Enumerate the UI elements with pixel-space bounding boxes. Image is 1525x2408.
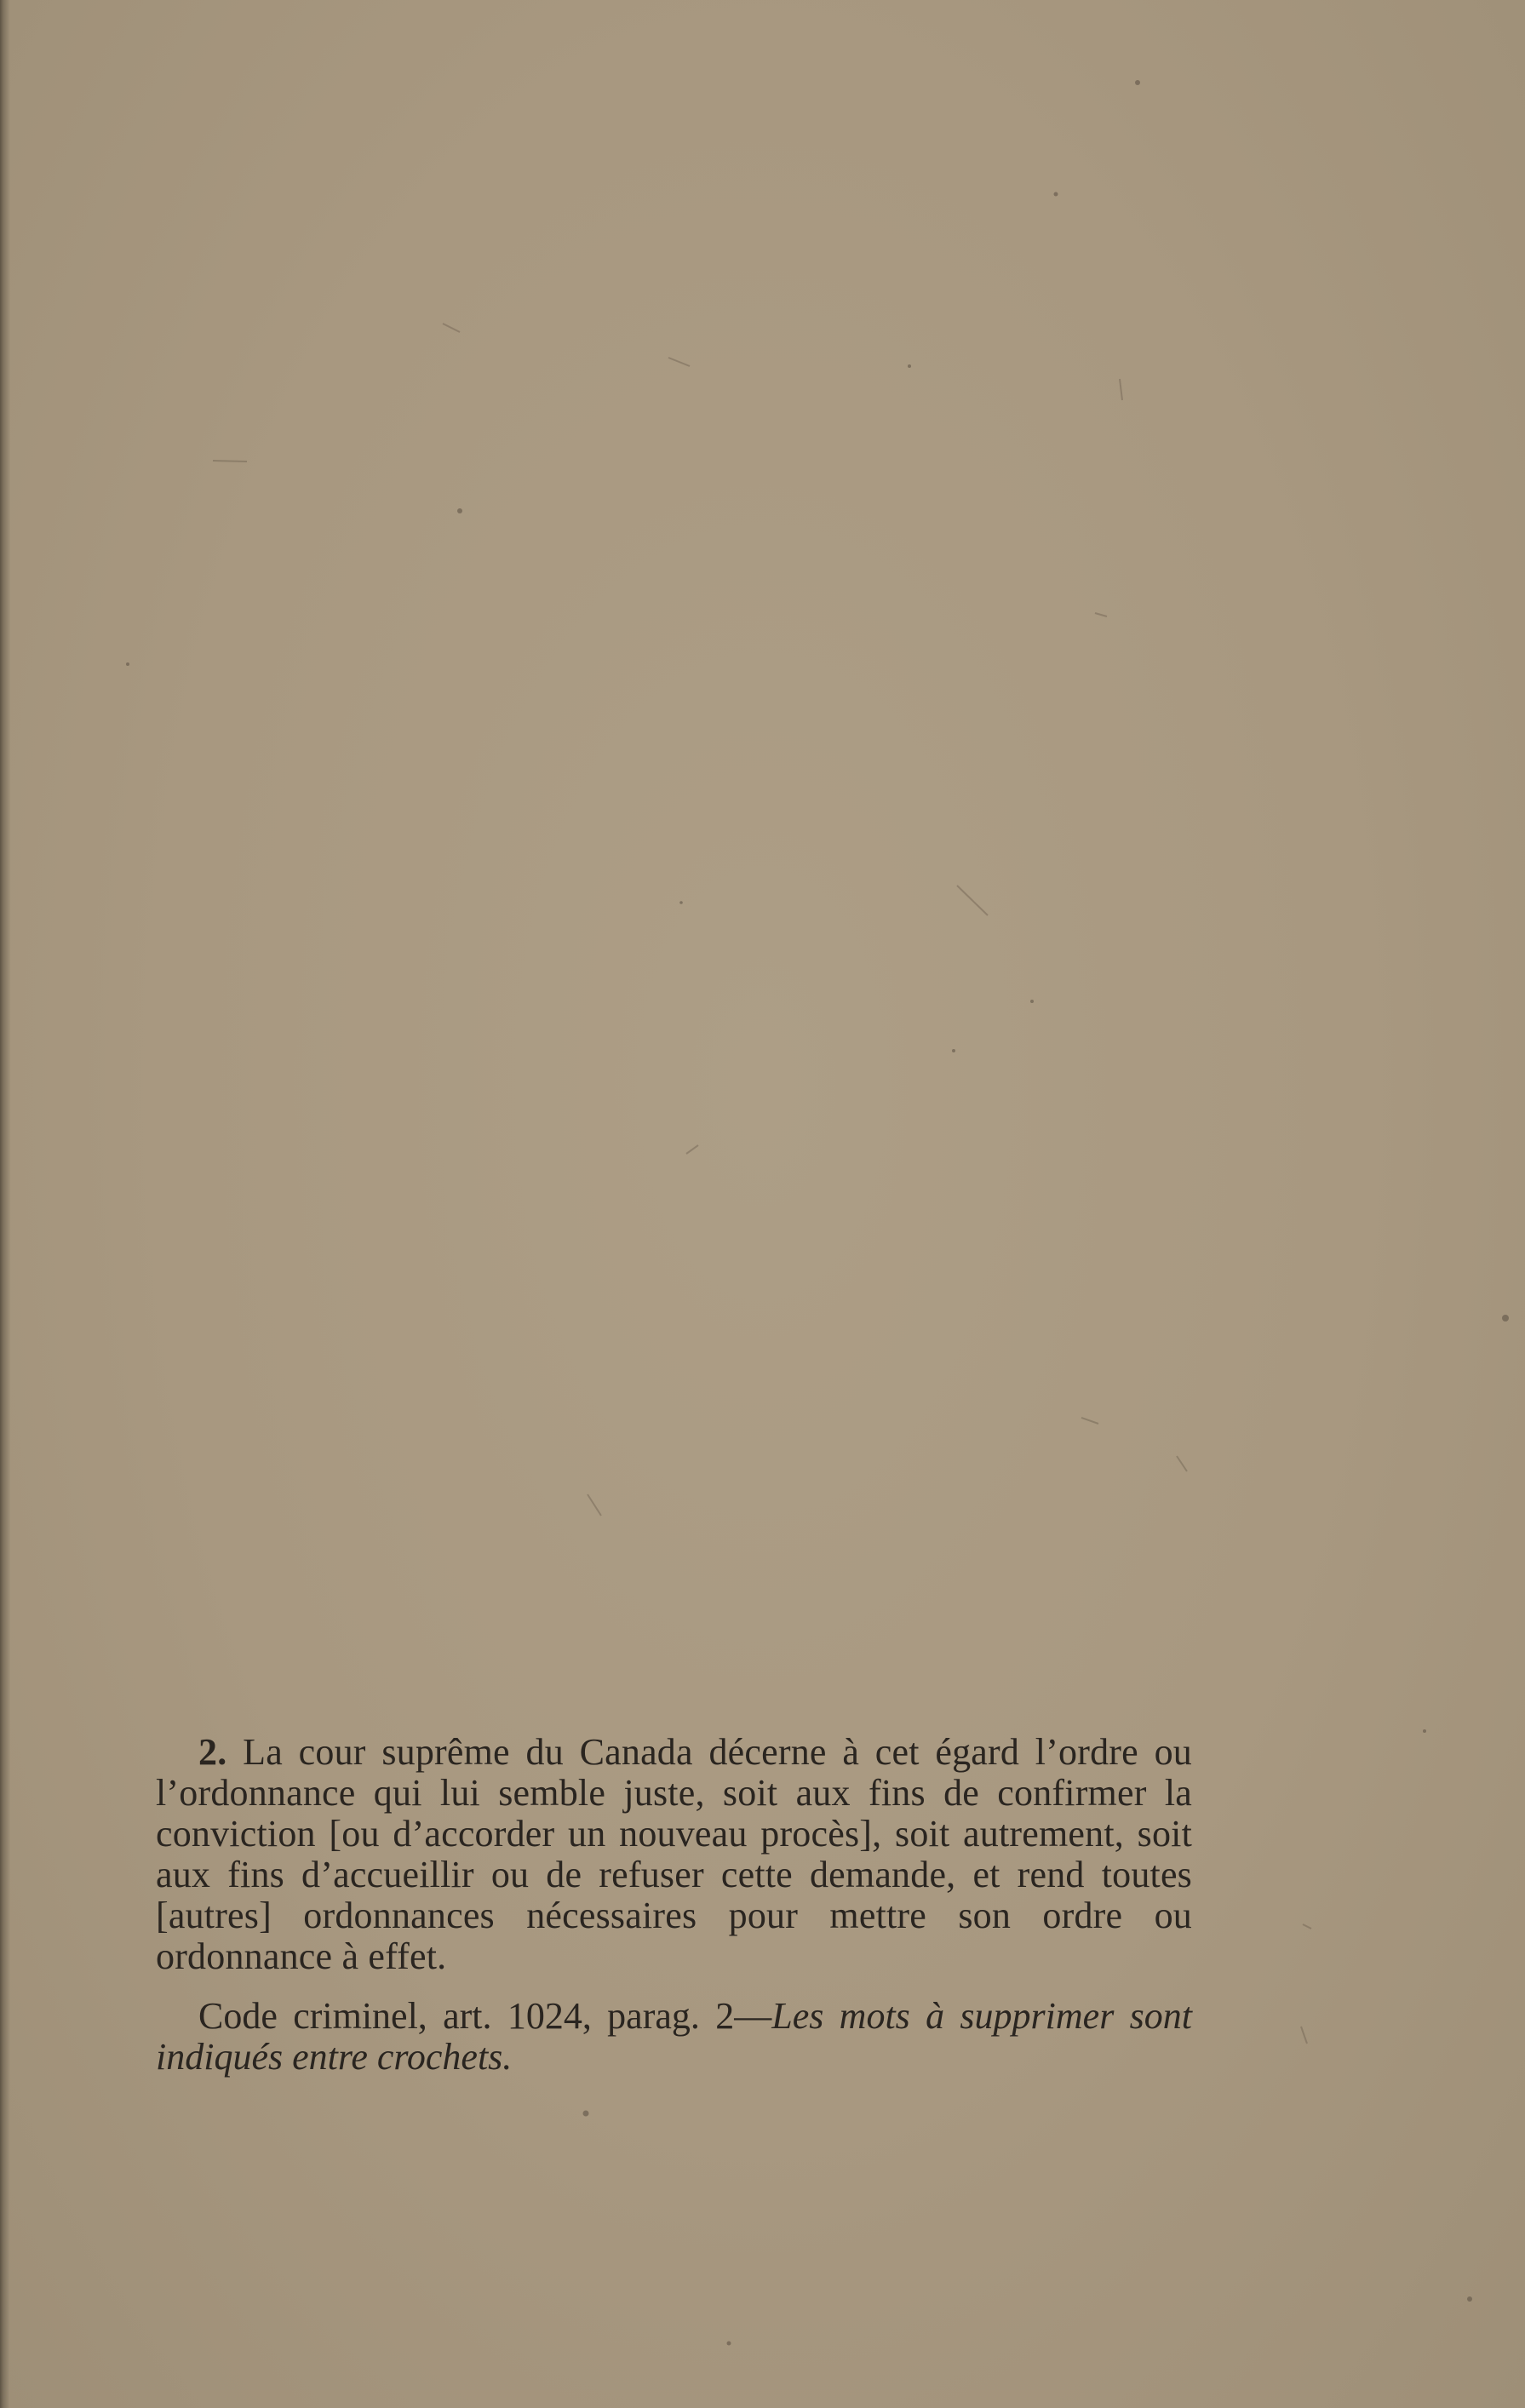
page-text	[156, 1732, 1192, 2078]
paragraph-2	[156, 1732, 1192, 1977]
citation-reference: Code criminel, art. 1024, parag. 2—	[198, 1995, 772, 2037]
paragraph-number: 2.	[198, 1731, 227, 1773]
citation	[156, 1996, 1192, 2078]
citation-note: Les mots à supprimer sont indiqués entre crochets.	[156, 1995, 1192, 2078]
paragraph-text: La cour suprême du Canada décerne à cet égard l’ordre ou l’ordonnance qui lui semble juste, soit aux fins de confirmer la conviction [ou d’accorder un nouveau procès], soit autrement, soit aux fins d’accueillir ou de refuser cette demande, et rend toutes [autres] ordonnances nécessaires pour mettre son ordre ou ordonnance à effet.	[156, 1731, 1192, 1977]
